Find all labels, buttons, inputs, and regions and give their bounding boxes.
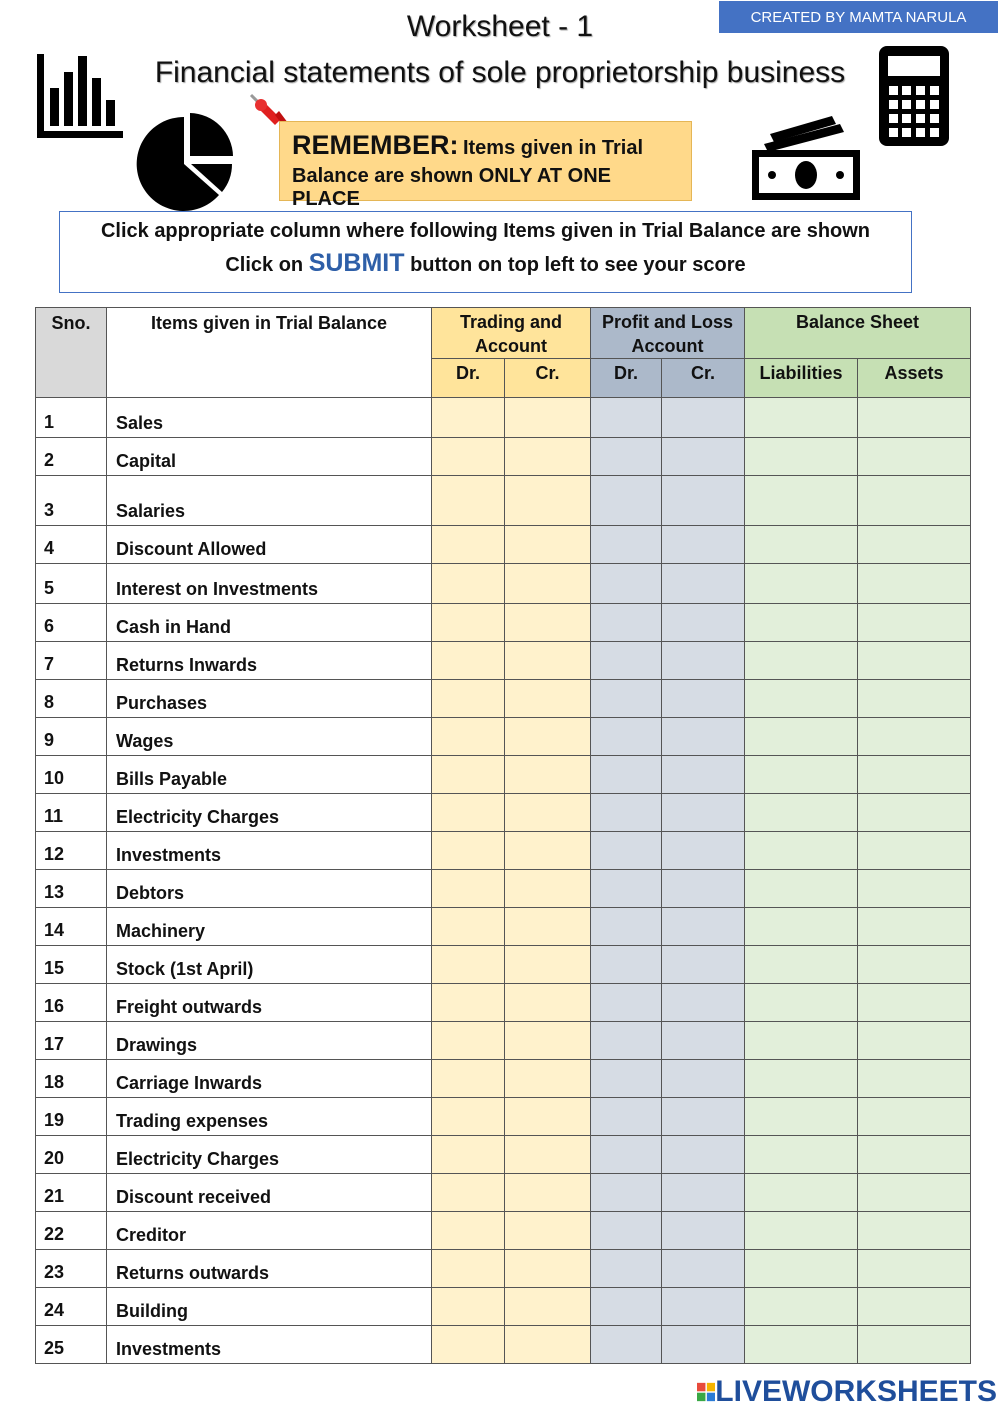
liabilities-cell[interactable] — [745, 1212, 858, 1250]
pl-dr-cell[interactable] — [591, 1060, 662, 1098]
page-subtitle: Financial statements of sole proprietorship business — [154, 56, 846, 89]
row-sno: 10 — [36, 756, 107, 794]
assets-cell[interactable] — [858, 794, 971, 832]
table-row — [36, 1250, 971, 1288]
assets-cell[interactable] — [858, 476, 971, 526]
pl-dr-cell[interactable] — [591, 832, 662, 870]
trading-cr-cell[interactable] — [505, 564, 591, 604]
trading-cr-cell[interactable] — [505, 756, 591, 794]
trading-cr-cell[interactable] — [505, 476, 591, 526]
pl-cr-cell[interactable] — [662, 1098, 745, 1136]
pl-cr-cell[interactable] — [662, 984, 745, 1022]
trading-dr-cell[interactable] — [432, 564, 505, 604]
pl-cr-cell[interactable] — [662, 476, 745, 526]
assets-cell[interactable] — [858, 1288, 971, 1326]
trading-dr-cell[interactable] — [432, 1022, 505, 1060]
table-row — [36, 1174, 971, 1212]
trading-dr-cell[interactable] — [432, 718, 505, 756]
trading-header: Trading and Account — [432, 308, 591, 359]
trading-dr-cell[interactable] — [432, 794, 505, 832]
liabilities-cell[interactable] — [745, 438, 858, 476]
liabilities-cell[interactable] — [745, 1250, 858, 1288]
table-row — [36, 870, 971, 908]
pl-dr-cell[interactable] — [591, 718, 662, 756]
row-sno: 11 — [36, 794, 107, 832]
pl-cr-cell[interactable] — [662, 1288, 745, 1326]
pl-cr-header: Cr. — [662, 359, 745, 398]
liabilities-cell[interactable] — [745, 1060, 858, 1098]
row-item: Salaries — [107, 476, 432, 526]
pl-dr-cell[interactable] — [591, 1250, 662, 1288]
trading-dr-cell[interactable] — [432, 870, 505, 908]
pl-dr-cell[interactable] — [591, 946, 662, 984]
pl-cr-cell[interactable] — [662, 1212, 745, 1250]
row-item: Freight outwards — [107, 984, 432, 1022]
table-row — [36, 1212, 971, 1250]
table-row — [36, 756, 971, 794]
row-sno: 15 — [36, 946, 107, 984]
row-item: Returns Inwards — [107, 642, 432, 680]
trading-cr-cell[interactable] — [505, 604, 591, 642]
trading-cr-cell[interactable] — [505, 1288, 591, 1326]
trading-cr-cell[interactable] — [505, 718, 591, 756]
assets-cell[interactable] — [858, 1174, 971, 1212]
pl-cr-cell[interactable] — [662, 1250, 745, 1288]
trading-dr-cell[interactable] — [432, 604, 505, 642]
trading-dr-header: Dr. — [432, 359, 505, 398]
pl-dr-cell[interactable] — [591, 476, 662, 526]
row-sno: 6 — [36, 604, 107, 642]
liabilities-cell[interactable] — [745, 756, 858, 794]
row-item: Returns outwards — [107, 1250, 432, 1288]
trading-dr-cell[interactable] — [432, 832, 505, 870]
pl-cr-cell[interactable] — [662, 1060, 745, 1098]
row-sno: 12 — [36, 832, 107, 870]
trading-dr-cell[interactable] — [432, 642, 505, 680]
items-header: Items given in Trial Balance — [107, 308, 432, 398]
liabilities-cell[interactable] — [745, 1326, 858, 1364]
trading-cr-cell[interactable] — [505, 1212, 591, 1250]
remember-label: REMEMBER: — [292, 130, 459, 160]
liveworksheets-logo — [697, 1374, 997, 1410]
money-icon — [750, 114, 862, 202]
liabilities-cell[interactable] — [745, 870, 858, 908]
liabilities-cell[interactable] — [745, 832, 858, 870]
row-sno: 4 — [36, 526, 107, 564]
liabilities-cell[interactable] — [745, 564, 858, 604]
trading-cr-cell[interactable] — [505, 1174, 591, 1212]
trading-cr-cell[interactable] — [505, 680, 591, 718]
trading-cr-cell[interactable] — [505, 1098, 591, 1136]
assets-cell[interactable] — [858, 1212, 971, 1250]
trading-dr-cell[interactable] — [432, 476, 505, 526]
liabilities-cell[interactable] — [745, 1288, 858, 1326]
liveworksheets-logo-icon — [697, 1379, 715, 1405]
liabilities-cell[interactable] — [745, 908, 858, 946]
liveworksheets-text: LIVEWORKSHEETS — [715, 1375, 997, 1408]
table-row — [36, 604, 971, 642]
trading-cr-cell[interactable] — [505, 946, 591, 984]
table-row — [36, 526, 971, 564]
assets-cell[interactable] — [858, 438, 971, 476]
trading-cr-cell[interactable] — [505, 794, 591, 832]
trading-dr-cell[interactable] — [432, 1250, 505, 1288]
row-sno: 20 — [36, 1136, 107, 1174]
row-item: Discount Allowed — [107, 526, 432, 564]
pl-dr-cell[interactable] — [591, 1288, 662, 1326]
trading-dr-cell[interactable] — [432, 1060, 505, 1098]
trading-dr-cell[interactable] — [432, 526, 505, 564]
worksheet-table — [35, 307, 971, 1364]
table-row — [36, 564, 971, 604]
pl-cr-cell[interactable] — [662, 398, 745, 438]
liabilities-cell[interactable] — [745, 794, 858, 832]
pl-dr-cell[interactable] — [591, 984, 662, 1022]
row-sno: 3 — [36, 476, 107, 526]
liabilities-cell[interactable] — [745, 1098, 858, 1136]
table-row — [36, 718, 971, 756]
pl-cr-cell[interactable] — [662, 946, 745, 984]
pl-cr-cell[interactable] — [662, 1326, 745, 1364]
remember-text-2: Balance are shown ONLY AT ONE PLACE — [292, 165, 611, 210]
table-row — [36, 984, 971, 1022]
row-sno: 13 — [36, 870, 107, 908]
table-row — [36, 476, 971, 526]
pl-dr-cell[interactable] — [591, 642, 662, 680]
pl-dr-cell[interactable] — [591, 680, 662, 718]
pl-header: Profit and Loss Account — [591, 308, 745, 359]
row-sno: 19 — [36, 1098, 107, 1136]
table-row — [36, 908, 971, 946]
assets-cell[interactable] — [858, 680, 971, 718]
trading-dr-cell[interactable] — [432, 1098, 505, 1136]
trading-cr-cell[interactable] — [505, 642, 591, 680]
row-item: Creditor — [107, 1212, 432, 1250]
page-title: Worksheet - 1 — [406, 10, 594, 43]
row-item: Capital — [107, 438, 432, 476]
pl-dr-cell[interactable] — [591, 870, 662, 908]
pl-cr-cell[interactable] — [662, 564, 745, 604]
liabilities-cell[interactable] — [745, 946, 858, 984]
instructions-line-2 — [60, 249, 911, 278]
row-sno: 9 — [36, 718, 107, 756]
liabilities-cell[interactable] — [745, 476, 858, 526]
assets-cell[interactable] — [858, 604, 971, 642]
assets-cell[interactable] — [858, 1060, 971, 1098]
pl-cr-cell[interactable] — [662, 526, 745, 564]
assets-cell[interactable] — [858, 870, 971, 908]
liabilities-cell[interactable] — [745, 680, 858, 718]
assets-header: Assets — [858, 359, 971, 398]
trading-dr-cell[interactable] — [432, 1174, 505, 1212]
trading-cr-cell[interactable] — [505, 908, 591, 946]
row-item: Bills Payable — [107, 756, 432, 794]
table-row — [36, 1288, 971, 1326]
sno-header: Sno. — [36, 308, 107, 398]
pl-dr-cell[interactable] — [591, 1326, 662, 1364]
pl-dr-cell[interactable] — [591, 908, 662, 946]
remember-text-1: Items given in Trial — [462, 137, 644, 159]
assets-cell[interactable] — [858, 718, 971, 756]
assets-cell[interactable] — [858, 984, 971, 1022]
pl-cr-cell[interactable] — [662, 1174, 745, 1212]
row-sno: 8 — [36, 680, 107, 718]
row-sno: 18 — [36, 1060, 107, 1098]
row-sno: 22 — [36, 1212, 107, 1250]
row-sno: 7 — [36, 642, 107, 680]
trading-cr-header: Cr. — [505, 359, 591, 398]
assets-cell[interactable] — [858, 908, 971, 946]
row-item: Discount received — [107, 1174, 432, 1212]
row-item: Stock (1st April) — [107, 946, 432, 984]
assets-cell[interactable] — [858, 1022, 971, 1060]
assets-cell[interactable] — [858, 642, 971, 680]
assets-cell[interactable] — [858, 1326, 971, 1364]
pl-cr-cell[interactable] — [662, 832, 745, 870]
pl-cr-cell[interactable] — [662, 438, 745, 476]
bar-chart-icon — [37, 54, 123, 140]
trading-dr-cell[interactable] — [432, 1212, 505, 1250]
instructions-post: button on top left to see your score — [410, 254, 746, 276]
row-item: Carriage Inwards — [107, 1060, 432, 1098]
liabilities-cell[interactable] — [745, 1136, 858, 1174]
pie-chart-icon — [135, 112, 235, 212]
assets-cell[interactable] — [858, 398, 971, 438]
table-row — [36, 398, 971, 438]
bs-header: Balance Sheet — [745, 308, 971, 359]
table-row — [36, 794, 971, 832]
table-row — [36, 642, 971, 680]
instructions-box — [59, 211, 912, 293]
liabilities-cell[interactable] — [745, 718, 858, 756]
assets-cell[interactable] — [858, 1098, 971, 1136]
trading-dr-cell[interactable] — [432, 1326, 505, 1364]
row-item: Building — [107, 1288, 432, 1326]
pl-dr-cell[interactable] — [591, 438, 662, 476]
table-row — [36, 1060, 971, 1098]
pl-dr-cell[interactable] — [591, 604, 662, 642]
pl-cr-cell[interactable] — [662, 1022, 745, 1060]
assets-cell[interactable] — [858, 526, 971, 564]
row-item: Investments — [107, 1326, 432, 1364]
liabilities-cell[interactable] — [745, 1022, 858, 1060]
trading-cr-cell[interactable] — [505, 398, 591, 438]
trading-cr-cell[interactable] — [505, 526, 591, 564]
row-sno: 16 — [36, 984, 107, 1022]
trading-cr-cell[interactable] — [505, 984, 591, 1022]
table-row — [36, 1326, 971, 1364]
pl-cr-cell[interactable] — [662, 642, 745, 680]
table-row — [36, 1136, 971, 1174]
row-item: Machinery — [107, 908, 432, 946]
pl-cr-cell[interactable] — [662, 1136, 745, 1174]
liabilities-cell[interactable] — [745, 526, 858, 564]
pl-cr-cell[interactable] — [662, 756, 745, 794]
assets-cell[interactable] — [858, 756, 971, 794]
pl-dr-cell[interactable] — [591, 1136, 662, 1174]
liabilities-header: Liabilities — [745, 359, 858, 398]
liabilities-cell[interactable] — [745, 1174, 858, 1212]
pl-dr-cell[interactable] — [591, 1212, 662, 1250]
pl-dr-cell[interactable] — [591, 526, 662, 564]
row-item: Purchases — [107, 680, 432, 718]
trading-cr-cell[interactable] — [505, 1250, 591, 1288]
table-row — [36, 680, 971, 718]
pl-dr-header: Dr. — [591, 359, 662, 398]
table-row — [36, 1022, 971, 1060]
table-row — [36, 946, 971, 984]
pl-dr-cell[interactable] — [591, 1022, 662, 1060]
calculator-icon — [879, 46, 949, 146]
trading-dr-cell[interactable] — [432, 946, 505, 984]
row-sno: 2 — [36, 438, 107, 476]
row-item: Cash in Hand — [107, 604, 432, 642]
trading-cr-cell[interactable] — [505, 1060, 591, 1098]
row-item: Wages — [107, 718, 432, 756]
trading-cr-cell[interactable] — [505, 832, 591, 870]
row-item: Trading expenses — [107, 1098, 432, 1136]
pl-dr-cell[interactable] — [591, 1098, 662, 1136]
pl-cr-cell[interactable] — [662, 604, 745, 642]
trading-cr-cell[interactable] — [505, 438, 591, 476]
trading-dr-cell[interactable] — [432, 398, 505, 438]
pl-dr-cell[interactable] — [591, 794, 662, 832]
row-item: Electricity Charges — [107, 1136, 432, 1174]
liabilities-cell[interactable] — [745, 984, 858, 1022]
row-sno: 24 — [36, 1288, 107, 1326]
row-sno: 5 — [36, 564, 107, 604]
row-sno: 1 — [36, 398, 107, 438]
table-row — [36, 1098, 971, 1136]
trading-cr-cell[interactable] — [505, 1136, 591, 1174]
trading-dr-cell[interactable] — [432, 680, 505, 718]
row-item: Drawings — [107, 1022, 432, 1060]
pl-dr-cell[interactable] — [591, 756, 662, 794]
pl-cr-cell[interactable] — [662, 718, 745, 756]
pl-dr-cell[interactable] — [591, 564, 662, 604]
trading-cr-cell[interactable] — [505, 1022, 591, 1060]
pl-cr-cell[interactable] — [662, 908, 745, 946]
row-sno: 23 — [36, 1250, 107, 1288]
assets-cell[interactable] — [858, 564, 971, 604]
trading-dr-cell[interactable] — [432, 1288, 505, 1326]
instructions-pre: Click on — [225, 254, 304, 276]
pl-dr-cell[interactable] — [591, 1174, 662, 1212]
pl-cr-cell[interactable] — [662, 870, 745, 908]
row-item: Sales — [107, 398, 432, 438]
row-sno: 25 — [36, 1326, 107, 1364]
pl-cr-cell[interactable] — [662, 680, 745, 718]
table-row — [36, 832, 971, 870]
liabilities-cell[interactable] — [745, 642, 858, 680]
trading-dr-cell[interactable] — [432, 984, 505, 1022]
credit-banner: CREATED BY MAMTA NARULA — [719, 1, 998, 33]
table-row — [36, 438, 971, 476]
assets-cell[interactable] — [858, 1136, 971, 1174]
trading-cr-cell[interactable] — [505, 870, 591, 908]
assets-cell[interactable] — [858, 946, 971, 984]
trading-dr-cell[interactable] — [432, 438, 505, 476]
row-item: Investments — [107, 832, 432, 870]
row-sno: 17 — [36, 1022, 107, 1060]
trading-dr-cell[interactable] — [432, 756, 505, 794]
row-item: Interest on Investments — [107, 564, 432, 604]
trading-dr-cell[interactable] — [432, 908, 505, 946]
assets-cell[interactable] — [858, 1250, 971, 1288]
liabilities-cell[interactable] — [745, 604, 858, 642]
row-sno: 14 — [36, 908, 107, 946]
liabilities-cell[interactable] — [745, 398, 858, 438]
submit-word: SUBMIT — [308, 249, 405, 277]
pl-cr-cell[interactable] — [662, 794, 745, 832]
trading-dr-cell[interactable] — [432, 1136, 505, 1174]
instructions-line-1: Click appropriate column where following Items given in Trial Balance are shown — [100, 220, 871, 242]
row-sno: 21 — [36, 1174, 107, 1212]
remember-note — [279, 121, 692, 210]
pl-dr-cell[interactable] — [591, 398, 662, 438]
trading-cr-cell[interactable] — [505, 1326, 591, 1364]
row-item: Debtors — [107, 870, 432, 908]
row-item: Electricity Charges — [107, 794, 432, 832]
assets-cell[interactable] — [858, 832, 971, 870]
